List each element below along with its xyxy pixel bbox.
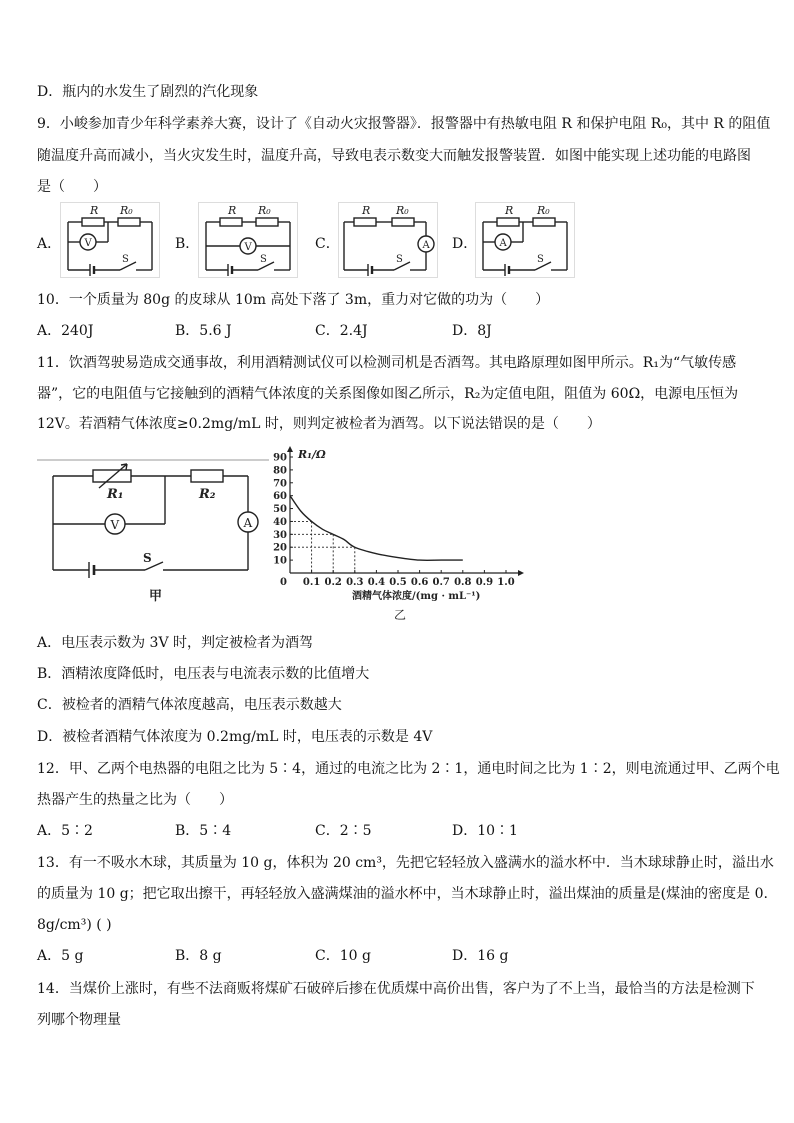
chart-x-tick-label: 0.3 bbox=[346, 577, 364, 588]
q11-stem-line-1: 11．饮酒驾驶易造成交通事故，利用酒精测试仪可以检测司机是否酒驾。其电路原理如图甲所示。R₁为“气敏传感 bbox=[37, 355, 737, 371]
chart-y-tick-label: 50 bbox=[273, 504, 287, 516]
q10-option-a: A．240J bbox=[37, 323, 94, 339]
q11-chart-yi bbox=[268, 444, 530, 622]
q12-stem-line-2: 热器产生的热量之比为（ ） bbox=[37, 792, 233, 808]
q9-a-switch-label: S bbox=[122, 254, 129, 265]
chart-y-axis-label: R₁/Ω bbox=[298, 448, 326, 461]
q13-option-b: B．8 g bbox=[175, 948, 222, 964]
chart-y-tick-label: 30 bbox=[273, 529, 287, 541]
q9-stem-line-3: 是（ ） bbox=[37, 179, 107, 195]
q12-option-d: D．10∶1 bbox=[452, 823, 518, 839]
q9-b-resistor-r bbox=[220, 218, 242, 226]
chart-y-tick-label: 40 bbox=[273, 516, 287, 528]
chart-y-axis-arrow bbox=[287, 446, 293, 452]
chart-y-tick-label: 60 bbox=[273, 491, 287, 503]
q12-options bbox=[37, 821, 757, 841]
q11-r2-resistor bbox=[191, 470, 223, 482]
chart-x-tick-label: 0.5 bbox=[389, 577, 407, 588]
q9-a-resistor-r bbox=[82, 218, 104, 226]
chart-x-axis-label: 酒精气体浓度/(mg · mL⁻¹) bbox=[352, 591, 481, 602]
q13-options bbox=[37, 946, 757, 966]
q9-stem-line-1: 9．小峻参加青少年科学素养大赛，设计了《自动火灾报警器》．报警器中有热敏电阻 R 和保护电阻 R₀，其中 R 的阻值 bbox=[37, 116, 771, 132]
chart-x-tick-label: 0.4 bbox=[367, 577, 386, 588]
q12-option-b: B．5∶4 bbox=[175, 823, 232, 839]
q9-c-switch-label: S bbox=[396, 254, 403, 265]
q11-r1-label: R₁ bbox=[107, 487, 124, 502]
q14-stem-line-1: 14．当煤价上涨时，有些不法商贩将煤矿石破碎后掺在优质煤中高价出售，客户为了不上当，最恰当的方法是检测下 bbox=[37, 981, 755, 997]
chart-x-tick-label: 0.1 bbox=[302, 577, 321, 588]
q9-a-voltmeter-label: V bbox=[84, 238, 92, 249]
q9-a-r-label: R bbox=[90, 204, 99, 217]
q9-a-resistor-r0 bbox=[118, 218, 140, 226]
q9-b-r-label: R bbox=[228, 204, 237, 217]
q9-c-r-label: R bbox=[362, 204, 371, 217]
q9-b-resistor-r0 bbox=[256, 218, 278, 226]
q13-stem-line-1: 13．有一不吸水木球，其质量为 10 g，体积为 20 cm³，先把它轻轻放入盛满水的溢水杯中．当木球球静止时，溢出水 bbox=[37, 855, 774, 871]
q9-d-resistor-r bbox=[497, 218, 519, 226]
chart-y-tick-label: 10 bbox=[273, 555, 287, 567]
q11-fig-jia-caption: 甲 bbox=[149, 589, 163, 604]
chart-x-tick-label: 1.0 bbox=[497, 577, 515, 588]
chart-y-tick-label: 70 bbox=[273, 478, 287, 490]
q9-label-c: C． bbox=[315, 236, 340, 252]
q9-b-switch-label: S bbox=[260, 254, 267, 265]
chart-y-tick-label: 80 bbox=[273, 465, 287, 477]
chart-x-tick-label: 0.7 bbox=[432, 577, 450, 588]
chart-caption: 乙 bbox=[394, 608, 407, 622]
q8-option-d: D．瓶内的水发生了剧烈的汽化现象 bbox=[37, 84, 259, 100]
q13-option-a: A．5 g bbox=[37, 948, 84, 964]
chart-origin-label: 0 bbox=[280, 577, 287, 588]
q12-option-c: C．2∶5 bbox=[315, 823, 372, 839]
q11-option-c: C．被检者的酒精气体浓度越高，电压表示数越大 bbox=[37, 697, 342, 713]
chart-x-tick-label: 0.8 bbox=[454, 577, 472, 588]
q9-stem-line-2: 随温度升高而减小，当火灾发生时，温度升高，导致电表示数变大而触发报警装置．如图中能实现上述功能的电路图 bbox=[37, 148, 751, 164]
chart-series-line bbox=[290, 496, 463, 561]
q9-b-voltmeter-label: V bbox=[244, 242, 252, 253]
q11-option-b: B．酒精浓度降低时，电压表与电流表示数的比值增大 bbox=[37, 666, 370, 682]
q11-option-a: A．电压表示数为 3V 时，判定被检者为酒驾 bbox=[37, 635, 314, 651]
q11-circuit-jia bbox=[37, 456, 271, 606]
q9-d-r-label: R bbox=[505, 204, 514, 217]
q11-stem-line-2: 器”，它的电阻值与它接触到的酒精气体浓度的关系图像如图乙所示，R₂为定值电阻，阻值为 60Ω，电源电压恒为 bbox=[37, 386, 739, 402]
q11-r2-label: R₂ bbox=[199, 487, 216, 502]
q9-d-switch-label: S bbox=[537, 254, 544, 265]
q9-c-resistor-r0 bbox=[392, 218, 414, 226]
q9-d-r0-label: R₀ bbox=[537, 204, 550, 217]
q13-stem-line-2: 的质量为 10 g；把它取出擦干，再轻轻放入盛满煤油的溢水杯中，当木球静止时，溢出煤油的质量是(煤油的密度是 0. bbox=[37, 886, 768, 902]
chart-y-tick-label: 90 bbox=[273, 452, 287, 464]
chart-y-tick-label: 20 bbox=[273, 542, 287, 554]
q10-options bbox=[37, 321, 757, 341]
q9-c-r0-label: R₀ bbox=[396, 204, 409, 217]
q9-circuit-d bbox=[475, 202, 575, 278]
q12-option-a: A．5∶2 bbox=[37, 823, 93, 839]
q11-option-d: D．被检者酒精气体浓度为 0.2mg/mL 时，电压表的示数是 4V bbox=[37, 729, 433, 745]
q9-circuit-b bbox=[198, 202, 298, 278]
q9-d-resistor-r0 bbox=[533, 218, 555, 226]
q9-label-a: A． bbox=[37, 236, 62, 252]
q13-stem-line-3: 8g/cm³) ( ) bbox=[37, 917, 112, 933]
q13-option-c: C．10 g bbox=[315, 948, 371, 964]
q12-stem-line-1: 12．甲、乙两个电热器的电阻之比为 5∶4，通过的电流之比为 2∶1，通电时间之比为 1∶2，则电流通过甲、乙两个电 bbox=[37, 761, 780, 777]
q9-circuit-a bbox=[60, 202, 160, 278]
q9-label-b: B． bbox=[175, 236, 200, 252]
q10-stem: 10．一个质量为 80g 的皮球从 10m 高处下落了 3m，重力对它做的功为（ ） bbox=[37, 292, 550, 308]
q9-b-r0-label: R₀ bbox=[258, 204, 271, 217]
q9-d-ammeter-label: A bbox=[499, 238, 507, 249]
q9-circuit-c bbox=[338, 202, 438, 278]
q11-switch-label: S bbox=[143, 551, 152, 565]
chart-x-tick-label: 0.9 bbox=[475, 577, 494, 588]
q9-c-ammeter-label: A bbox=[422, 240, 430, 251]
chart-x-tick-label: 0.2 bbox=[324, 577, 342, 588]
q10-option-b: B．5.6 J bbox=[175, 323, 232, 339]
q10-option-d: D．8J bbox=[452, 323, 492, 339]
q11-voltmeter-label: V bbox=[110, 518, 120, 532]
q9-c-resistor-r bbox=[354, 218, 376, 226]
q10-option-c: C．2.4J bbox=[315, 323, 368, 339]
q13-option-d: D．16 g bbox=[452, 948, 509, 964]
q14-stem-line-2: 列哪个物理量 bbox=[37, 1012, 121, 1028]
q11-ammeter-label: A bbox=[243, 516, 253, 530]
chart-x-axis-arrow bbox=[518, 570, 524, 576]
q11-stem-line-3: 12V。若酒精气体浓度≥0.2mg/mL 时，则判定被检者为酒驾。以下说法错误的是（ ） bbox=[37, 416, 601, 432]
chart-x-tick-label: 0.6 bbox=[410, 577, 429, 588]
q9-a-r0-label: R₀ bbox=[120, 204, 133, 217]
q9-label-d: D． bbox=[452, 236, 478, 252]
